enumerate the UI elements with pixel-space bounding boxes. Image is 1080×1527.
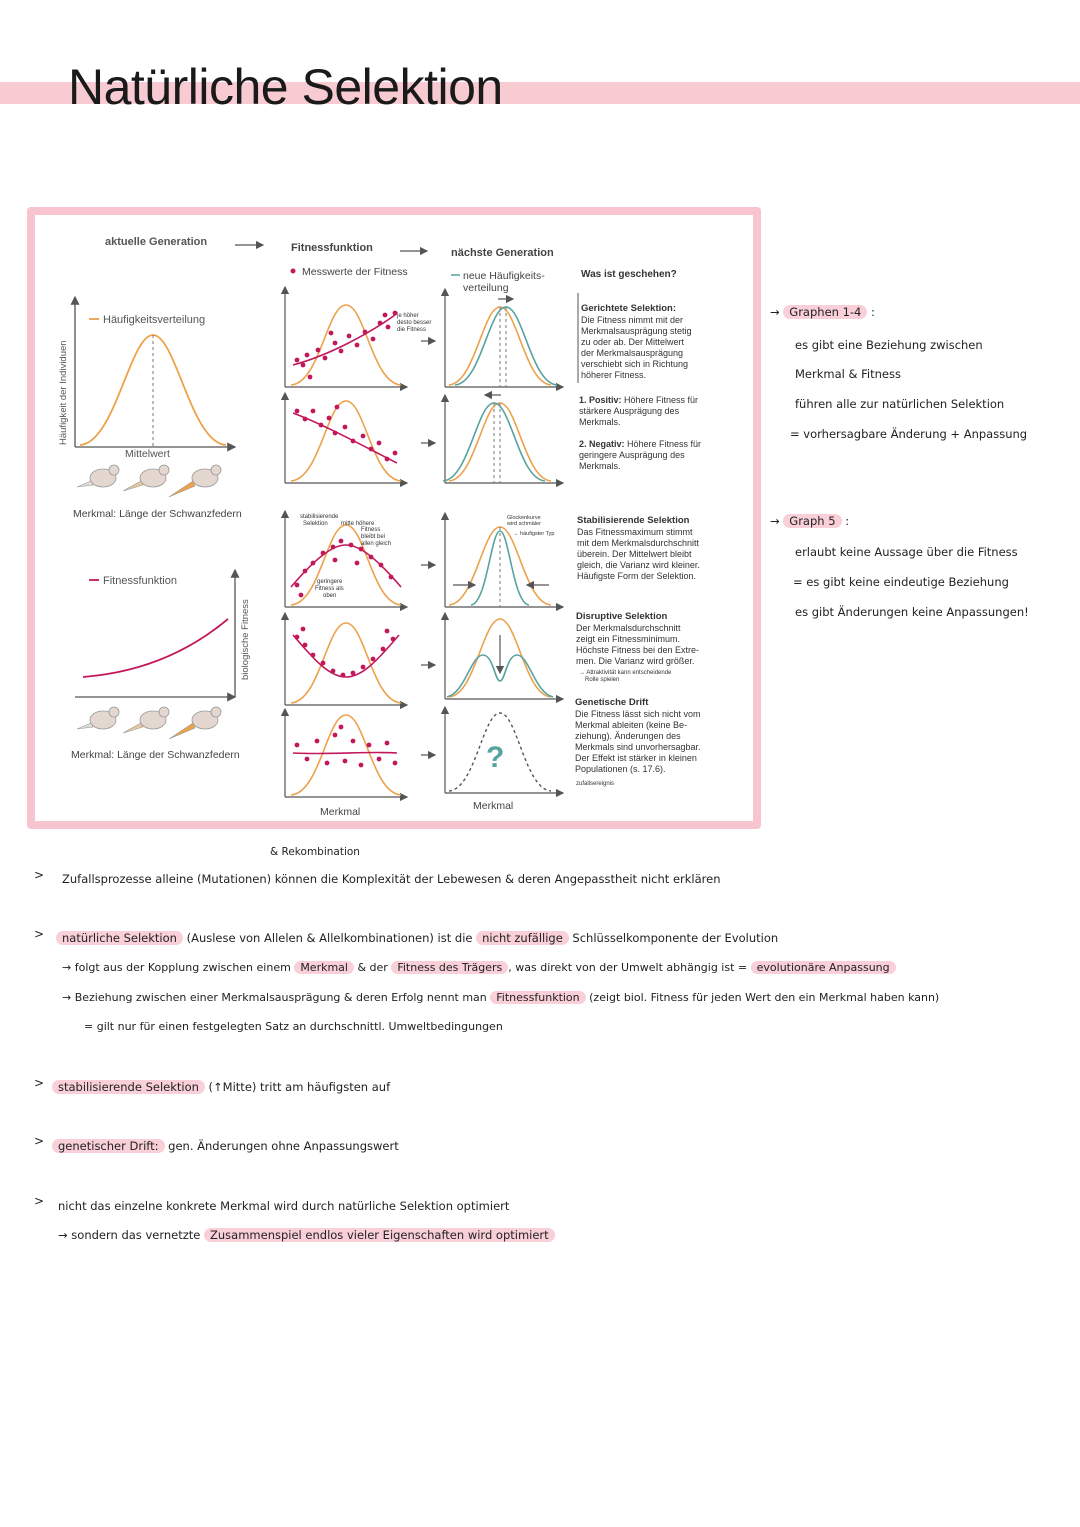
- note-low-3: oben: [323, 593, 337, 599]
- svg-text:Das Fitnessmaximum stimmt: Das Fitnessmaximum stimmt: [577, 527, 693, 537]
- page-title: Natürliche Selektion: [68, 59, 503, 115]
- note-2-sub-3: = gilt nur für einen festgelegten Satz an durchschnittl. Umweltbedingungen: [84, 1020, 503, 1033]
- svg-text:der Merkmalsausprägung: der Merkmalsausprägung: [581, 348, 684, 358]
- selection-figure: [27, 207, 761, 829]
- question-mark: ?: [486, 741, 505, 774]
- fitness-row-3: [285, 511, 435, 607]
- graph-1-4-label: Graphen 1-4: [783, 305, 867, 319]
- graph-5-label: Graph 5: [783, 514, 841, 528]
- svg-text:Merkmals.: Merkmals.: [579, 461, 621, 471]
- desc-positive-cont: [579, 406, 680, 427]
- side-line: = es gibt keine eindeutige Beziehung: [793, 575, 1009, 589]
- note-middle-1: mitte höhere: [341, 521, 375, 527]
- desc-negative-cont: [579, 450, 685, 471]
- fitness-row-2: [285, 393, 435, 483]
- note-3: stabilisierende Selektion (↑Mitte) tritt am häufigsten auf: [52, 1080, 390, 1094]
- svg-text:Die Fitness lässt sich nicht v: Die Fitness lässt sich nicht vom: [575, 709, 701, 719]
- note-2-sub-1: → folgt aus der Kopplung zwischen einem Merkmal & der Fitness des Trägers , was direkt von der Umwelt abhängig ist = evolutionäre Anpassung: [62, 961, 896, 974]
- svg-text:Der Merkmalsdurchschnitt: Der Merkmalsdurchschnitt: [576, 623, 681, 633]
- bullet-icon: >: [34, 927, 45, 941]
- desc-drift-title: Genetische Drift: [575, 697, 649, 708]
- header-what: Was ist geschehen?: [581, 269, 677, 280]
- svg-text:Die Fitness nimmt mit der: Die Fitness nimmt mit der: [581, 315, 684, 325]
- svg-text:Populationen (s. 17.6).: Populationen (s. 17.6).: [575, 764, 666, 774]
- svg-text:gleich, die Varianz wird klein: gleich, die Varianz wird kleiner.: [577, 560, 700, 570]
- legend-new-freq-1: neue Häufigkeits-: [463, 270, 545, 282]
- side-line: es gibt Änderungen keine Anpassungen!: [795, 605, 1029, 619]
- note-2-sub-2: → Beziehung zwischen einer Merkmalsausprägung & deren Erfolg nennt man Fitnessfunktion (zeigt biol. Fitness für jeden Wert den ein Merkmal haben kann): [62, 991, 940, 1004]
- svg-text:Häufigste Form der Selektion.: Häufigste Form der Selektion.: [577, 571, 697, 581]
- header-fitness: Fitnessfunktion: [291, 242, 373, 254]
- bird-icon: [169, 707, 221, 739]
- desc-directed-title: Gerichtete Selektion:: [581, 303, 677, 314]
- selection-diagram: [35, 215, 753, 821]
- note-5-sub-1: → sondern das vernetzte Zusammenspiel endlos vieler Eigenschaften wird optimiert: [58, 1228, 555, 1242]
- bullet-icon: >: [34, 868, 45, 882]
- note-middle-4: allen gleich: [361, 541, 392, 547]
- label-mean: Mittelwert: [125, 448, 170, 460]
- svg-text:zeigt ein Fitnessminimum.: zeigt ein Fitnessminimum.: [576, 634, 681, 644]
- side-line: Merkmal & Fitness: [795, 367, 901, 381]
- fitness-row-1: [285, 287, 435, 387]
- svg-text:Merkmalsausprägung stetig: Merkmalsausprägung stetig: [581, 326, 692, 336]
- legend-dot: [291, 269, 296, 274]
- note-stab-2: Selektion: [303, 521, 328, 527]
- side-line: erlaubt keine Aussage über die Fitness: [795, 545, 1018, 559]
- note-curve-2: wird schmäler: [507, 521, 541, 527]
- graph-5-note: → Graph 5 :: [770, 514, 850, 528]
- bullet-icon: >: [34, 1134, 45, 1148]
- next-row-5: [445, 707, 563, 812]
- note-2: natürliche Selektion (Auslese von Allelen & Allelkombinationen) ist die nicht zufällige Schlüsselkomponente der Evolution: [56, 931, 778, 945]
- note-1: Zufallsprozesse alleine (Mutationen) können die Komplexität der Lebewesen & deren Angepasstheit nicht erklären: [62, 872, 721, 886]
- label-trait-axis-next: Merkmal: [473, 800, 514, 812]
- svg-text:höherer Fitness.: höherer Fitness.: [581, 370, 647, 380]
- fitness-function-curve: [83, 619, 228, 677]
- fitness-row-4: [285, 613, 435, 705]
- svg-text:Höchste Fitness bei den Extre-: Höchste Fitness bei den Extre-: [576, 645, 700, 655]
- svg-text:ziehung). Änderungen des: ziehung). Änderungen des: [575, 731, 681, 741]
- axis-label-individuals: Häufigkeit der Individuen: [58, 340, 69, 445]
- desc-disr: [576, 623, 699, 666]
- note-curve-1: Glockenkurve: [507, 515, 541, 521]
- svg-text:Der Effekt ist stärker in klei: Der Effekt ist stärker in kleinen: [575, 753, 697, 763]
- note-stab-1: stabilisierende: [300, 514, 339, 520]
- desc-stab-title: Stabilisierende Selektion: [577, 515, 690, 526]
- svg-text:zu oder ab. Der Mittelwert: zu oder ab. Der Mittelwert: [581, 337, 685, 347]
- fitness-row-5: [285, 709, 435, 818]
- svg-text:geringere Ausprägung des: geringere Ausprägung des: [579, 450, 685, 460]
- header-next: nächste Generation: [451, 247, 554, 259]
- note-attract-1: → Attraktivität kann entscheidende: [579, 670, 672, 676]
- desc-negative: 2. Negativ: Höhere Fitness für: [579, 439, 702, 449]
- desc-drift: [575, 709, 701, 774]
- note-high-3: die Fitness: [397, 327, 427, 333]
- bullet-icon: >: [34, 1194, 45, 1208]
- note-attract-2: Rolle spielen: [585, 677, 620, 683]
- bird-icon: [77, 707, 119, 729]
- side-line: es gibt eine Beziehung zwischen: [795, 338, 983, 352]
- next-row-3: [445, 513, 563, 607]
- note-rekombination: & Rekombination: [270, 846, 360, 858]
- next-row-4: [445, 613, 563, 699]
- svg-text:Merkmals.: Merkmals.: [579, 417, 621, 427]
- note-random: zufallsereignis: [576, 781, 615, 787]
- svg-text:mit dem Merkmalsdurchschnitt: mit dem Merkmalsdurchschnitt: [577, 538, 700, 548]
- desc-disr-title: Disruptive Selektion: [576, 611, 668, 622]
- label-trait-2: Merkmal: Länge der Schwanzfedern: [71, 749, 240, 761]
- note-curve-3: → häufigster Typ: [513, 531, 555, 537]
- svg-text:Merkmals sind unvorhersagbar.: Merkmals sind unvorhersagbar.: [575, 742, 701, 752]
- svg-text:Merkmal ableiten (keine Be-: Merkmal ableiten (keine Be-: [575, 720, 688, 730]
- note-middle-2: Fitness: [361, 527, 381, 533]
- next-row-1: [445, 289, 563, 387]
- note-5: nicht das einzelne konkrete Merkmal wird durch natürliche Selektion optimiert: [58, 1199, 510, 1213]
- svg-text:verschiebt sich in Richtung: verschiebt sich in Richtung: [581, 359, 689, 369]
- figure-panel: [35, 215, 753, 821]
- note-low-2: Fitness als: [315, 586, 344, 592]
- legend-fitness-values: Messwerte der Fitness: [302, 266, 408, 278]
- side-line: = vorhersagbare Änderung + Anpassung: [790, 427, 1028, 441]
- label-trait-1: Merkmal: Länge der Schwanzfedern: [73, 508, 242, 520]
- graph-1-4-note: → Graphen 1-4 :: [770, 305, 875, 319]
- desc-stab: [577, 527, 700, 581]
- bullet-icon: >: [34, 1076, 45, 1090]
- bird-icon: [123, 707, 169, 733]
- note-high-1: je höher: [397, 313, 419, 319]
- label-freq-dist: Häufigkeitsverteilung: [103, 314, 206, 326]
- next-row-2: [443, 395, 563, 483]
- note-4: genetischer Drift: gen. Änderungen ohne Anpassungswert: [52, 1139, 399, 1153]
- note-middle-3: bleibt bei: [361, 534, 386, 540]
- note-low-1: geringere: [317, 579, 343, 585]
- label-fitness-function: Fitnessfunktion: [103, 575, 177, 587]
- bird-icon: [123, 465, 169, 491]
- header-current: aktuelle Generation: [105, 236, 208, 248]
- svg-text:men. Die Varianz wird größer.: men. Die Varianz wird größer.: [576, 656, 695, 666]
- svg-text:überein. Der Mittelwert bleibt: überein. Der Mittelwert bleibt: [577, 549, 692, 559]
- legend-new-freq-2: verteilung: [463, 282, 509, 294]
- side-line: führen alle zur natürlichen Selektion: [795, 397, 1005, 411]
- bird-icon: [169, 465, 221, 497]
- svg-text:stärkere Ausprägung des: stärkere Ausprägung des: [579, 406, 680, 416]
- axis-label-bio-fitness: biologische Fitness: [240, 599, 251, 680]
- label-trait-axis-center: Merkmal: [320, 806, 361, 818]
- note-high-2: desto besser: [397, 320, 432, 326]
- bird-icon: [77, 465, 119, 487]
- desc-positive: 1. Positiv: Höhere Fitness für: [579, 395, 699, 405]
- desc-directed: [581, 315, 692, 380]
